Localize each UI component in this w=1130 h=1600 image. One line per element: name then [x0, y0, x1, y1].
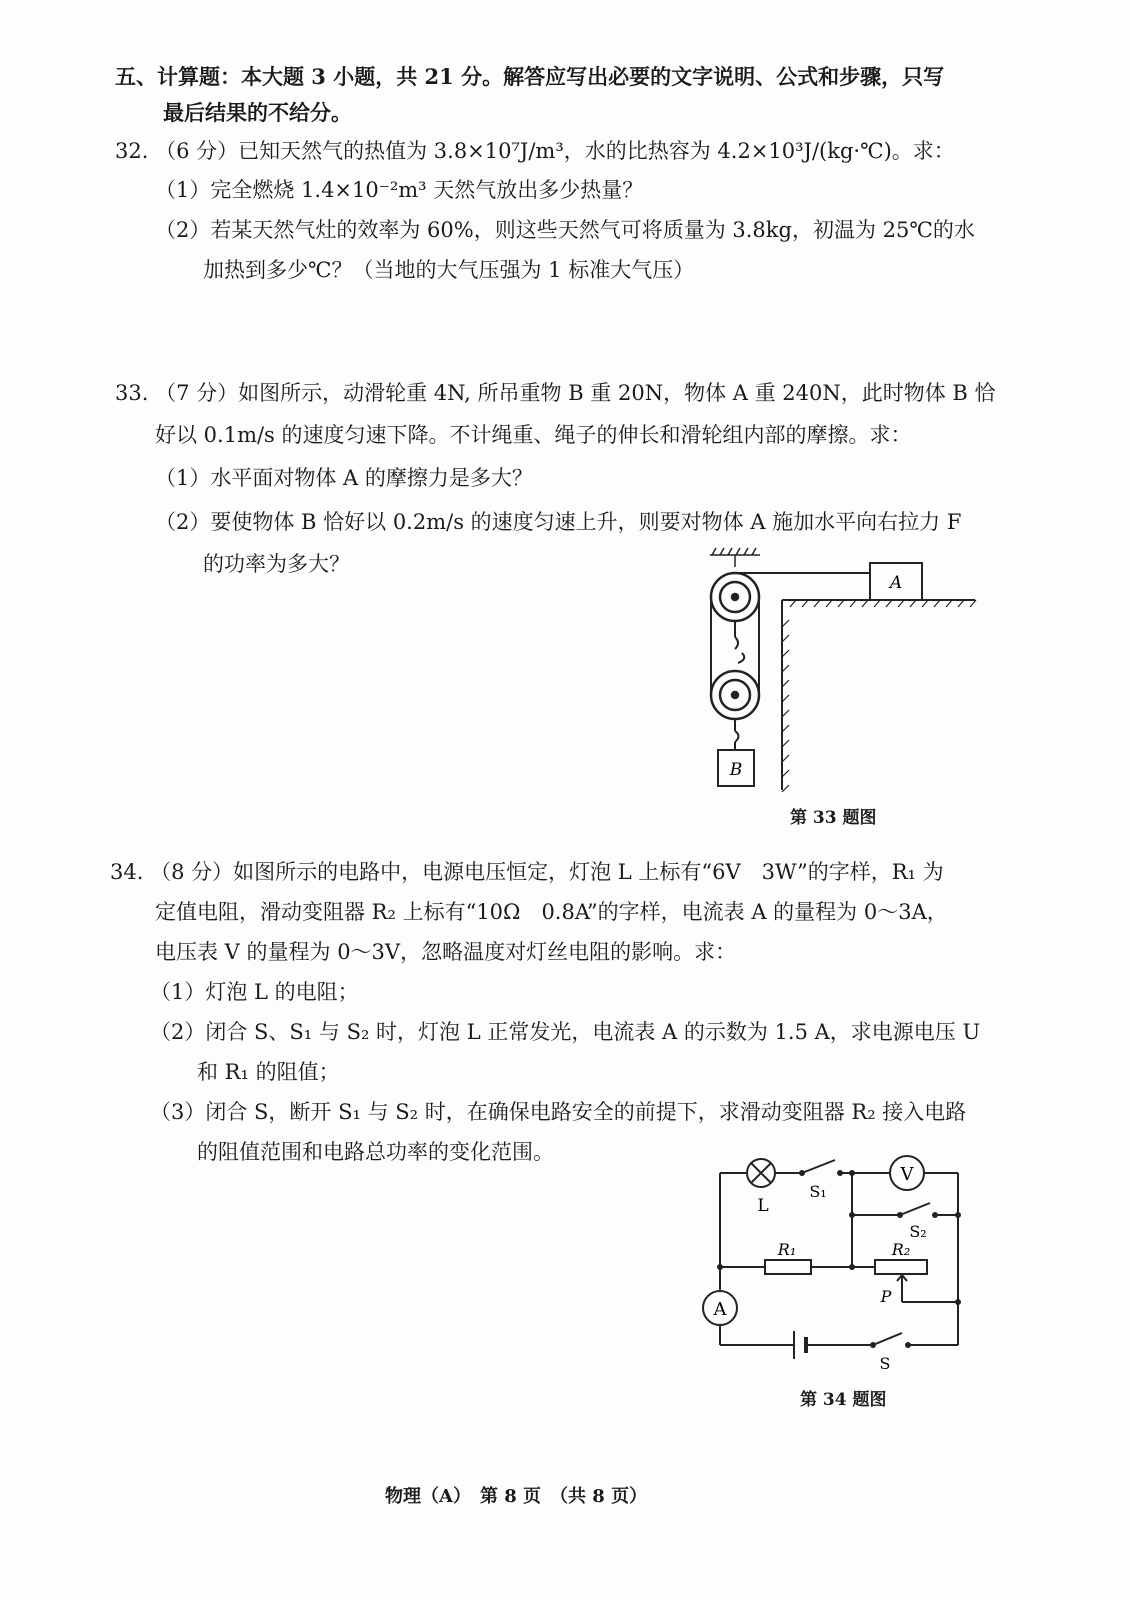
fixed-pulley	[711, 573, 759, 621]
switch-s-blade	[873, 1333, 902, 1345]
q33-part2-line2: 的功率为多大？	[203, 552, 350, 576]
q34-part3-line1: （3）闭合 S，断开 S₁ 与 S₂ 时，在确保电路安全的前提下，求滑动变阻器 R₂ 接入电路	[150, 1100, 967, 1124]
switch-s1-blade	[802, 1160, 835, 1173]
q32-part2-line1: （2）若某天然气灶的效率为 60%，则这些天然气可将质量为 3.8kg，初温为 25℃的水	[155, 218, 975, 242]
block-b-label: B	[729, 760, 743, 780]
ammeter-label: A	[713, 1299, 727, 1320]
page-footer: 物理（A） 第 8 页 （共 8 页）	[385, 1486, 648, 1507]
block-a-label: A	[889, 573, 903, 593]
q34-figure-caption: 第 34 题图	[800, 1390, 887, 1410]
q33-pulley-figure	[690, 545, 990, 795]
s2-label: S₂	[909, 1222, 927, 1241]
q33-stem-line2: 好以 0.1m/s 的速度匀速下降。不计绳重、绳子的伸长和滑轮组内部的摩擦。求：	[155, 423, 912, 447]
q34-part3-line2: 的阻值范围和电路总功率的变化范围。	[197, 1140, 554, 1164]
rheostat-r2	[875, 1260, 927, 1274]
p-label: P	[880, 1287, 892, 1306]
r1-label: R₁	[777, 1240, 797, 1259]
slider-arrow	[897, 1275, 907, 1285]
movable-pulley	[711, 653, 759, 719]
q32-part1: （1）完全燃烧 1.4×10⁻²m³ 天然气放出多少热量？	[155, 178, 644, 202]
q33-part1: （1）水平面对物体 A 的摩擦力是多大？	[155, 466, 533, 490]
q34-part1: （1）灯泡 L 的电阻；	[150, 980, 359, 1004]
battery	[794, 1331, 806, 1359]
lamp-l	[747, 1159, 775, 1187]
switch-s2-blade	[900, 1203, 930, 1215]
hook-to-b	[735, 719, 739, 750]
lamp-label: L	[757, 1196, 769, 1216]
ceiling-support	[710, 548, 760, 567]
s1-label: S₁	[809, 1182, 827, 1201]
q33-figure-caption: 第 33 题图	[790, 808, 877, 828]
q34-stem-line3: 电压表 V 的量程为 0～3V，忽略温度对灯丝电阻的影响。求：	[155, 940, 737, 964]
voltmeter-label: V	[900, 1164, 914, 1185]
q34-stem-line2: 定值电阻，滑动变阻器 R₂ 上标有“10Ω 0.8A”的字样，电流表 A 的量程为 0～3A，	[155, 900, 948, 924]
q33-part2-line1: （2）要使物体 B 恰好以 0.2m/s 的速度匀速上升，则要对物体 A 施加水平向右拉力 F	[155, 510, 962, 534]
section-heading-line1: 五、计算题：本大题 3 小题，共 21 分。解答应写出必要的文字说明、公式和步骤，只写	[115, 64, 945, 89]
q34-part2-line1: （2）闭合 S、S₁ 与 S₂ 时，灯泡 L 正常发光，电流表 A 的示数为 1.5 A，求电源电压 U	[150, 1020, 981, 1044]
section-heading-line2: 最后结果的不给分。	[163, 100, 352, 125]
q32-part2-line2: 加热到多少℃？（当地的大气压强为 1 标准大气压）	[203, 258, 695, 282]
table-surface	[782, 600, 975, 790]
q34-part2-line2: 和 R₁ 的阻值；	[197, 1060, 340, 1084]
q34-stem-line1: 34. （8 分）如图所示的电路中，电源电压恒定，灯泡 L 上标有“6V 3W”的字样，R₁ 为	[110, 860, 944, 884]
table-hatch	[782, 600, 976, 792]
q32-stem: 32. （6 分）已知天然气的热值为 3.8×10⁷J/m³，水的比热容为 4.2×10³J/(kg·℃)。求：	[115, 139, 955, 163]
resistor-r1	[765, 1260, 811, 1274]
r2-label: R₂	[891, 1240, 911, 1259]
q34-circuit-figure	[690, 1145, 980, 1375]
s-label: S	[879, 1354, 891, 1373]
q33-stem-line1: 33. （7 分）如图所示，动滑轮重 4N, 所吊重物 B 重 20N，物体 A 重 240N，此时物体 B 恰	[115, 381, 996, 405]
